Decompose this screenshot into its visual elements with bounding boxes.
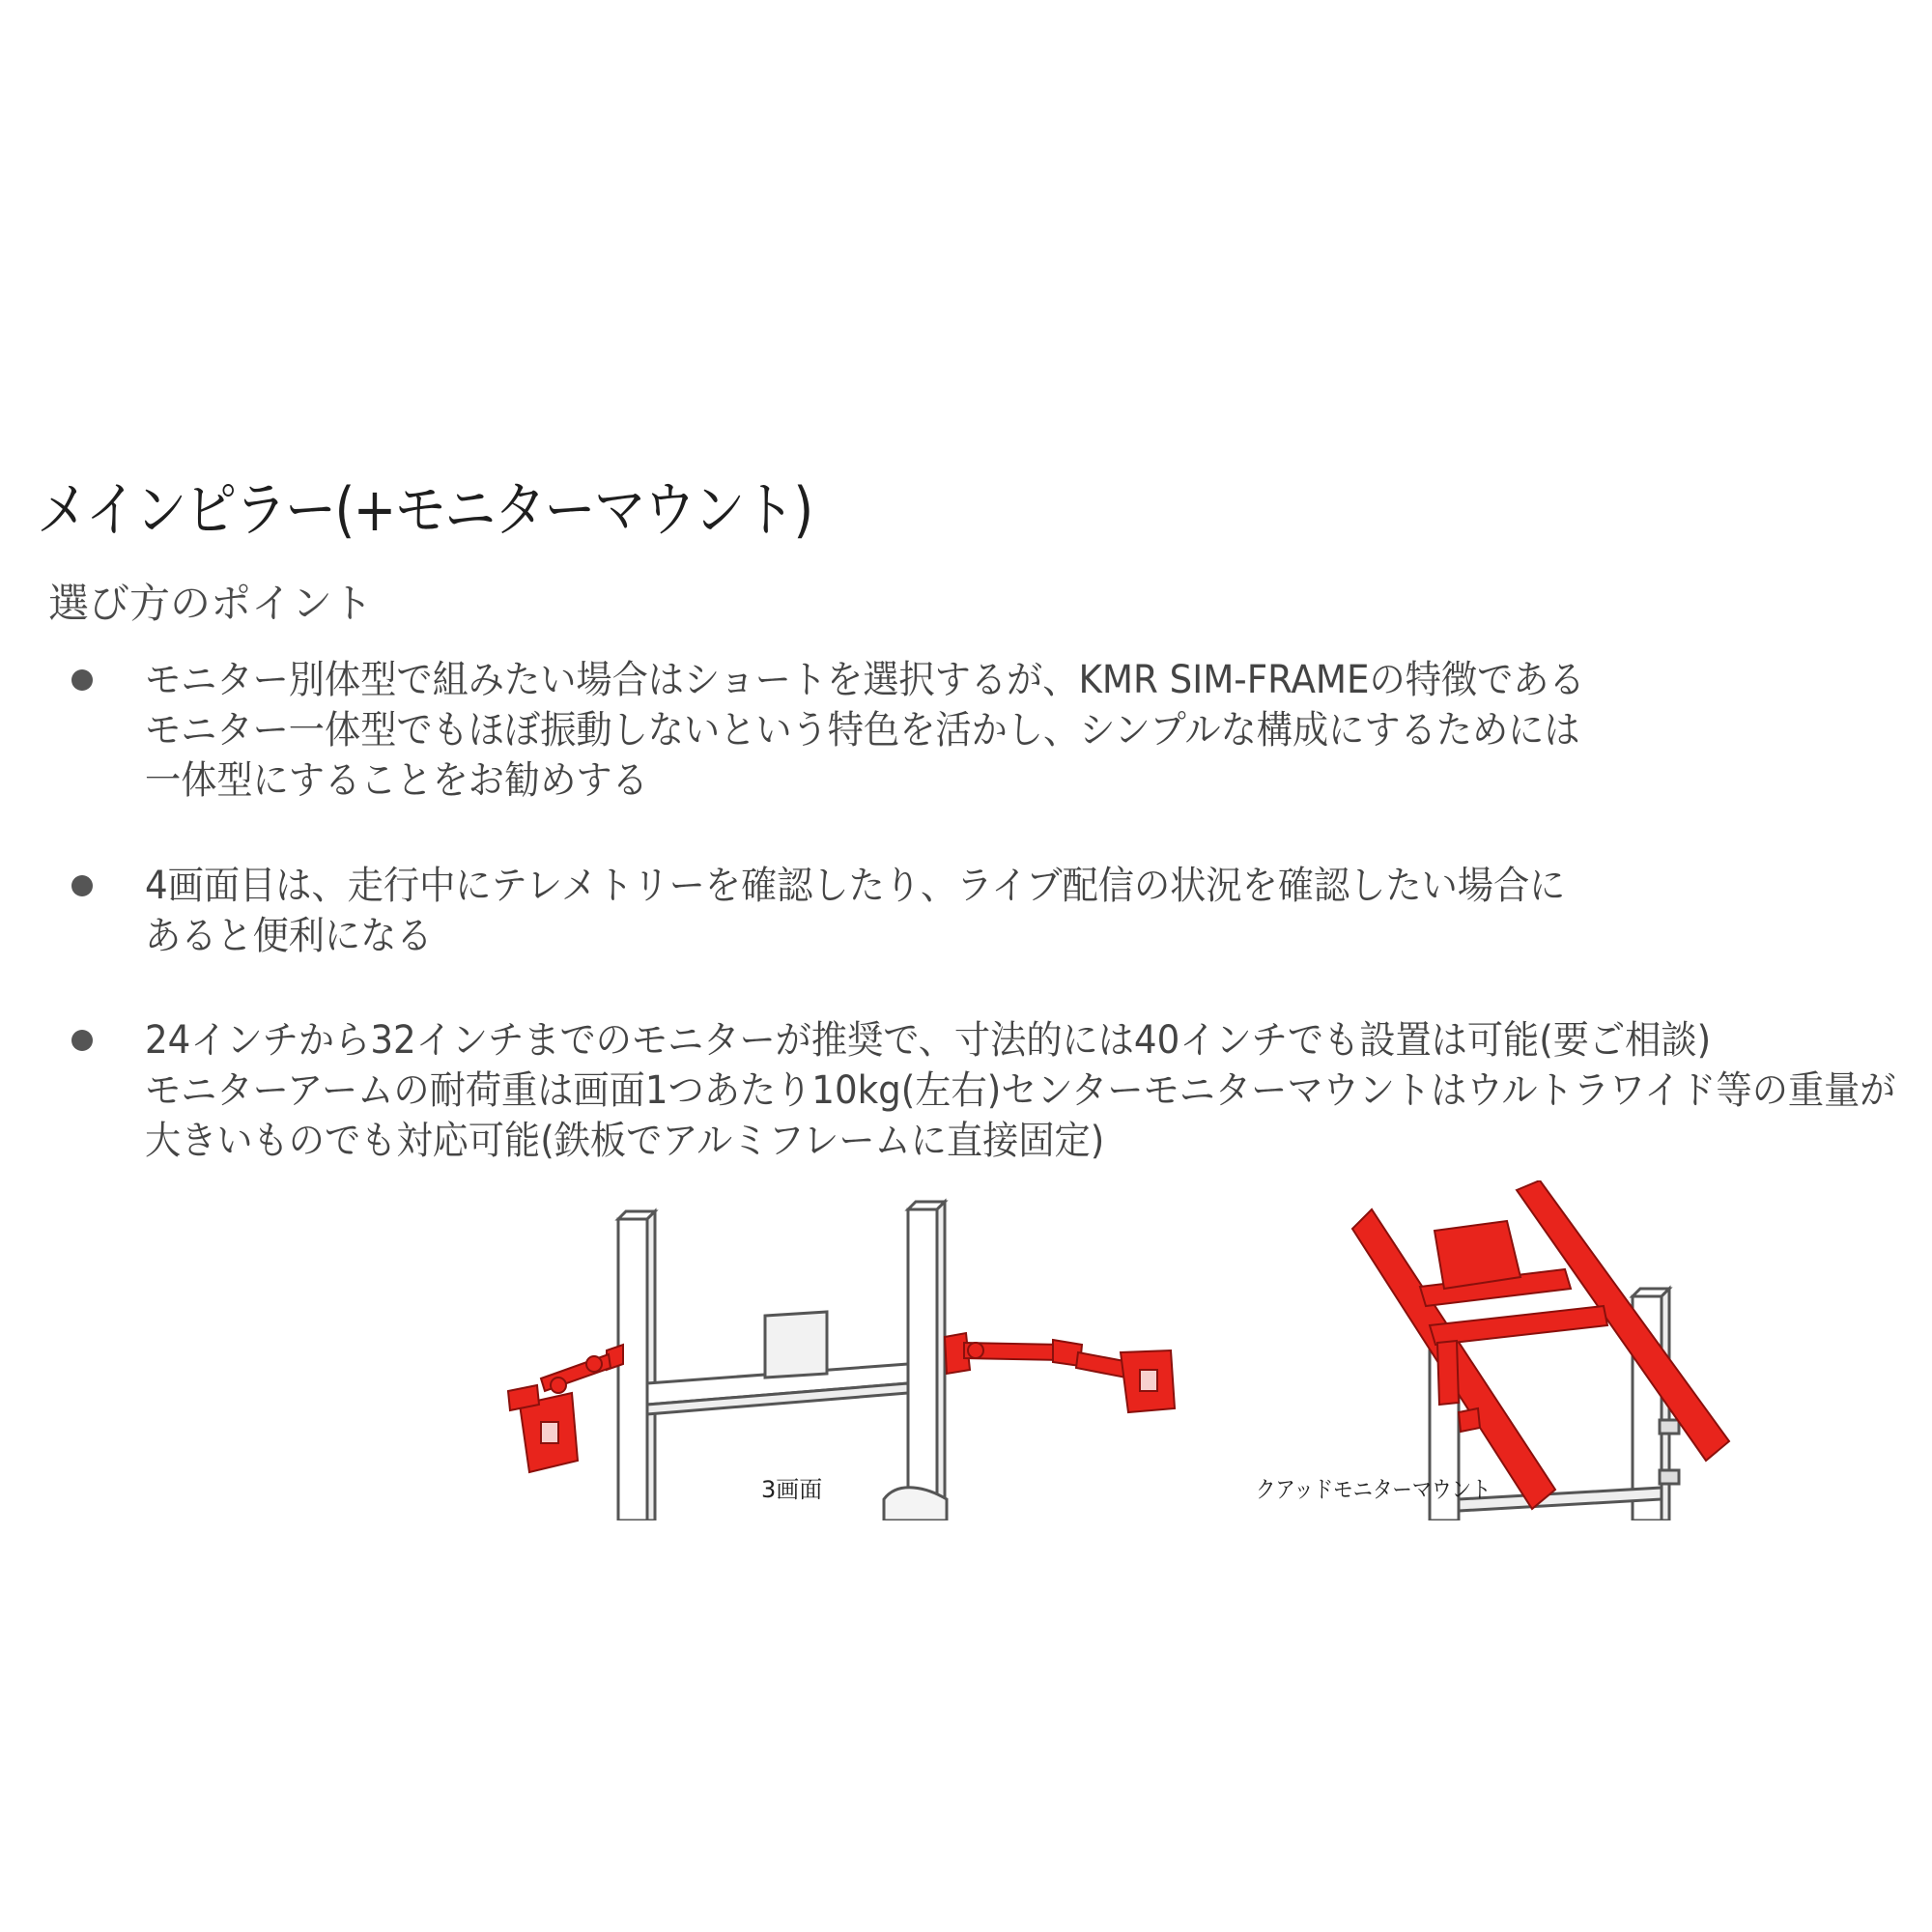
bullet-line: モニター一体型でもほぼ振動しないという特色を活かし、シンプルな構成にするためには: [145, 708, 1580, 753]
page-title: メインピラー(+モニターマウント): [37, 474, 812, 545]
frame-illustration: [502, 1180, 1758, 1520]
figure-label-triple: 3画面: [761, 1476, 823, 1503]
bullet-line: モニター別体型で組みたい場合はショートを選択するが、KMR SIM-FRAMEの特徴である: [145, 658, 1585, 702]
monitor-mount-figure: [502, 1180, 1758, 1520]
left-monitor-arm: [508, 1345, 623, 1472]
bullet-line: 4画面目は、走行中にテレメトリーを確認したり、ライブ配信の状況を確認したい場合に: [145, 864, 1566, 908]
quad-monitor-mount-red-frame: [1352, 1180, 1729, 1509]
bullet-dot-icon: [71, 1030, 93, 1051]
bullet-line: 24インチから32インチまでのモニターが推奨で、寸法的には40インチでも設置は可能(要ご相談): [145, 1018, 1712, 1063]
figure-label-quad: クアッドモニターマウント: [1256, 1476, 1492, 1503]
right-monitor-arm: [945, 1333, 1175, 1412]
bullet-line: あると便利になる: [145, 914, 433, 958]
bullet-line: モニターアームの耐荷重は画面1つあたり10kg(左右)センターモニターマウントはウルトラワイド等の重量が: [145, 1068, 1896, 1113]
bullet-line: 大きいものでも対応可能(鉄板でアルミフレームに直接固定): [145, 1119, 1105, 1163]
bullet-dot-icon: [71, 875, 93, 896]
section-subtitle: 選び方のポイント: [48, 580, 374, 627]
bullet-dot-icon: [71, 669, 93, 691]
bullet-line: 一体型にすることをお勧めする: [145, 758, 648, 803]
